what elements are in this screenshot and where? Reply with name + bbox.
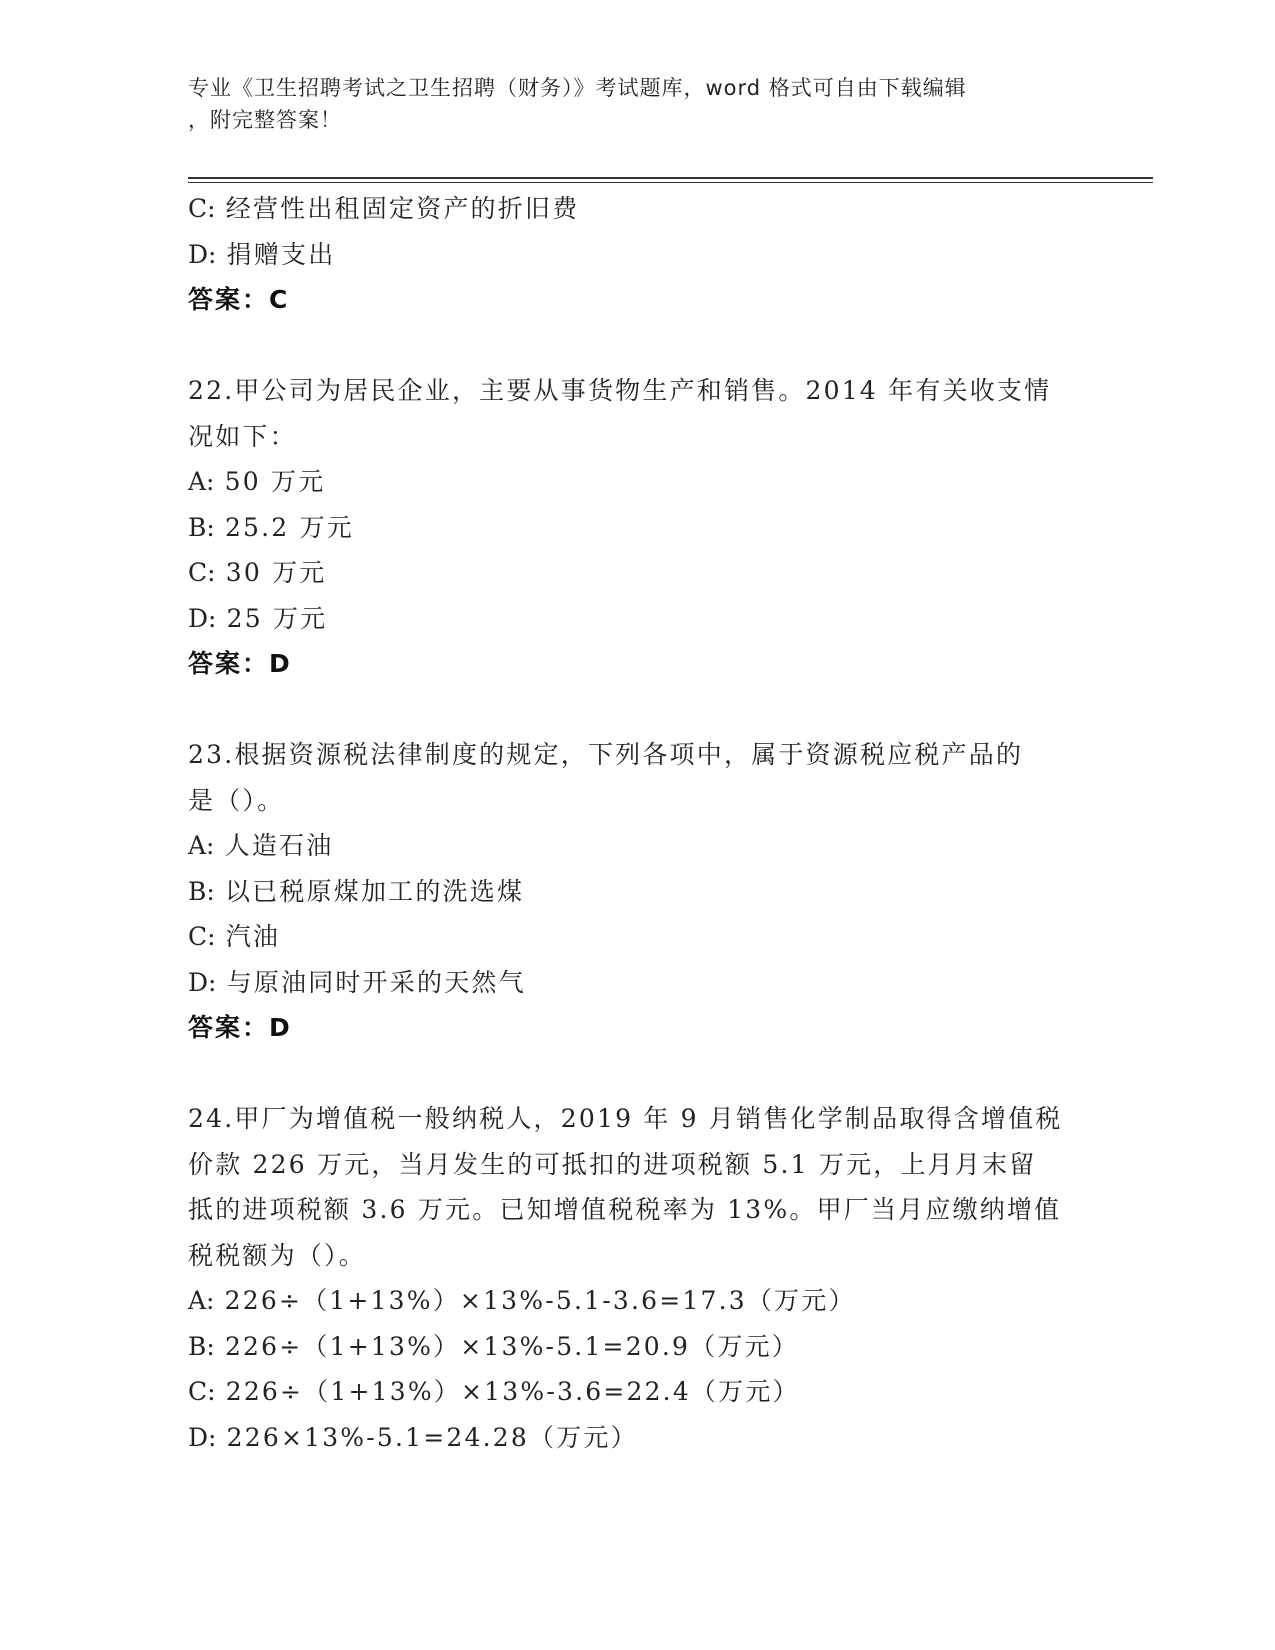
option-d: D: 25 万元 — [188, 603, 328, 633]
question-content — [188, 186, 1088, 1460]
spacer — [188, 323, 1088, 369]
answer-line: 答案：C — [188, 285, 290, 314]
option-c: C: 汽油 — [188, 922, 281, 951]
question-21 — [188, 186, 1088, 323]
option-c: C: 226÷（1+13%）×13%-3.6=22.4（万元） — [188, 1377, 800, 1406]
question-stem-line: 是（）。 — [188, 785, 285, 815]
option-b: B: 以已税原煤加工的洗选煤 — [188, 876, 525, 906]
option-a: A: 人造石油 — [188, 831, 334, 860]
option-d: D: 与原油同时开采的天然气 — [188, 967, 526, 997]
question-stem-line: 况如下： — [188, 421, 297, 451]
question-22 — [188, 368, 1088, 687]
option-c: C: 30 万元 — [188, 558, 327, 587]
question-stem-line: 价款 226 万元，当月发生的可抵扣的进项税额 5.1 万元，上月月末留 — [188, 1149, 1037, 1179]
header-divider-thin — [188, 182, 1153, 183]
question-stem-line: 22.甲公司为居民企业，主要从事货物生产和销售。2014 年有关收支情 — [188, 376, 1052, 405]
option-b: B: 226÷（1+13%）×13%-5.1=20.9（万元） — [188, 1331, 799, 1361]
option-b: B: 25.2 万元 — [188, 512, 354, 542]
answer-line: 答案：D — [188, 649, 292, 678]
spacer — [188, 1051, 1088, 1097]
spacer — [188, 687, 1088, 733]
question-stem-line: 23.根据资源税法律制度的规定，下列各项中，属于资源税应税产品的 — [188, 740, 1024, 769]
option-d: D: 226×13%-5.1=24.28（万元） — [188, 1422, 638, 1452]
question-stem-line: 抵的进项税额 3.6 万元。已知增值税税率为 13%。甲厂当月应缴纳增值 — [188, 1195, 1062, 1224]
question-24 — [188, 1096, 1088, 1460]
header-line-1: 专业《卫生招聘考试之卫生招聘（财务）》考试题库，word 格式可自由下载编辑 — [188, 76, 967, 100]
option-a: A: 50 万元 — [188, 467, 326, 496]
question-23 — [188, 732, 1088, 1051]
header-line-2: ，附完整答案！ — [188, 108, 342, 132]
document-header — [188, 72, 1068, 136]
option-c: C: 经营性出租固定资产的折旧费 — [188, 194, 580, 223]
option-a: A: 226÷（1+13%）×13%-5.1-3.6=17.3（万元） — [188, 1286, 856, 1315]
option-d: D: 捐赠支出 — [188, 239, 336, 269]
header-divider-thick — [188, 177, 1153, 179]
answer-line: 答案：D — [188, 1013, 292, 1042]
question-stem-line: 税税额为（）。 — [188, 1240, 366, 1270]
question-stem-line: 24.甲厂为增值税一般纳税人，2019 年 9 月销售化学制品取得含增值税 — [188, 1104, 1063, 1133]
